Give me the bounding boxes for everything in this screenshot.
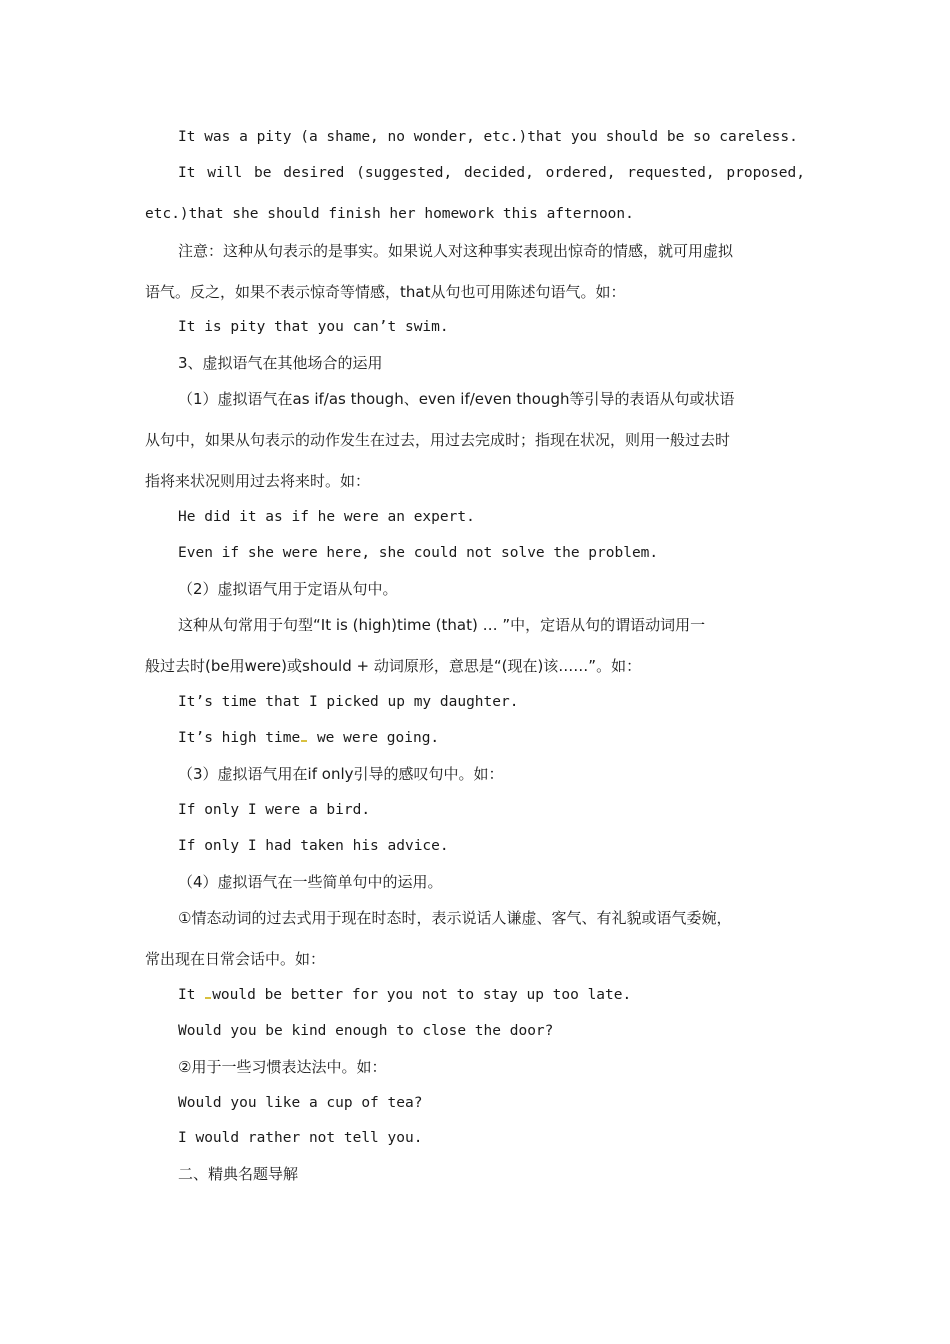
point-1-line2: 常出现在日常会话中。如： bbox=[145, 950, 326, 968]
example-high-time bbox=[178, 728, 439, 748]
subsection-2-line2: 般过去时(be用were)或should + 动词原形，意思是“(现在)该……”。如： bbox=[145, 657, 642, 675]
example-advice: If only I had taken his advice. bbox=[178, 838, 449, 854]
text-part: It bbox=[178, 987, 205, 1003]
edit-mark bbox=[205, 997, 211, 999]
subsection-1-line3: 指将来状况则用过去将来时。如： bbox=[145, 472, 371, 490]
example-daughter: It’s time that I picked up my daughter. bbox=[178, 694, 519, 710]
note-paragraph-line1: 注意：这种从句表示的是事实。如果说人对这种事实表现出惊奇的情感，就可用虚拟 bbox=[178, 242, 734, 260]
example-pity-swim: It is pity that you can’t swim. bbox=[178, 319, 449, 335]
example-tea: Would you like a cup of tea? bbox=[178, 1095, 423, 1111]
example-expert: He did it as if he were an expert. bbox=[178, 509, 475, 525]
word: proposed, bbox=[726, 165, 805, 181]
text-part: It’s high time bbox=[178, 730, 301, 746]
example-door: Would you be kind enough to close the door? bbox=[178, 1023, 554, 1039]
text-part: would be better for you not to stay up too late. bbox=[212, 987, 632, 1003]
example-desired-line2: etc.)that she should finish her homework this afternoon. bbox=[145, 206, 634, 222]
word: ordered, bbox=[545, 165, 616, 181]
note-paragraph-line2: 语气。反之，如果不表示惊奇等情感，that从句也可用陈述句语气。如： bbox=[145, 283, 626, 301]
word: (suggested, bbox=[356, 165, 453, 181]
subsection-1-line1: （1）虚拟语气在as if/as though、even if/even though等引导的表语从句或状语 bbox=[178, 390, 735, 408]
subsection-3-heading: （3）虚拟语气用在if only引导的感叹句中。如： bbox=[178, 765, 504, 783]
example-even-if: Even if she were here, she could not solve the problem. bbox=[178, 545, 659, 561]
subsection-4-heading: （4）虚拟语气在一些简单句中的运用。 bbox=[178, 873, 443, 891]
example-rather: I would rather not tell you. bbox=[178, 1130, 423, 1146]
section-heading-3: 3、虚拟语气在其他场合的运用 bbox=[178, 354, 383, 372]
word: It bbox=[178, 165, 196, 181]
text-part: we were going. bbox=[308, 730, 440, 746]
word: will bbox=[207, 165, 243, 181]
point-2-heading: ②用于一些习惯表达法中。如： bbox=[178, 1058, 387, 1076]
example-desired-line1 bbox=[178, 163, 805, 183]
point-1-line1: ①情态动词的过去式用于现在时态时，表示说话人谦虚、客气、有礼貌或语气委婉， bbox=[178, 909, 732, 927]
word: be bbox=[253, 165, 272, 181]
example-better bbox=[178, 985, 631, 1005]
example-pity: It was a pity (a shame, no wonder, etc.)that you should be so careless. bbox=[178, 129, 798, 145]
word: requested, bbox=[627, 165, 715, 181]
section-heading-2: 二、精典名题导解 bbox=[178, 1165, 299, 1183]
subsection-2-line1: 这种从句常用于句型“It is (high)time (that) … ”中，定语从句的谓语动词用一 bbox=[178, 616, 706, 634]
word: desired bbox=[283, 165, 345, 181]
subsection-2-heading: （2）虚拟语气用于定语从句中。 bbox=[178, 580, 398, 598]
edit-mark bbox=[301, 740, 307, 742]
word: decided, bbox=[463, 165, 534, 181]
subsection-1-line2: 从句中，如果从句表示的动作发生在过去，用过去完成时；指现在状况，则用一般过去时 bbox=[145, 431, 731, 449]
example-bird: If only I were a bird. bbox=[178, 802, 371, 818]
